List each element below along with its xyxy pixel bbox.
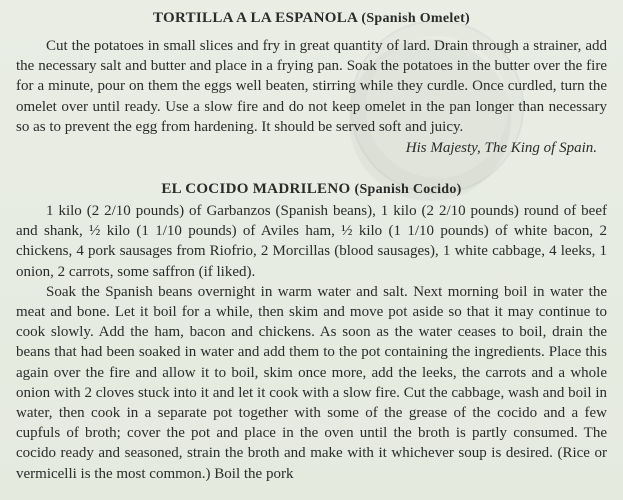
recipe-2-title: EL COCIDO MADRILENO [161,181,351,198]
recipe-2-heading [16,179,607,200]
recipe-1-body: Cut the potatoes in small slices and fry in great quantity of lard. Drain through a strainer, add the necessary salt and butter and place in a frying pan. Soak the potatoes in the butter over the fire for a minute, pour on them the eggs well beaten, stirring while they curdle. Once curdled, turn the omelet over until ready. Use a slow fire and do not keep omelet in the pan longer than necessary so as to prevent the egg from hardening. It should be served soft and juicy. [16,38,607,135]
recipe-1-signature: His Majesty, The King of Spain. [405,140,597,157]
recipe-1-heading [16,8,607,29]
recipe-2-ingredients: 1 kilo (2 2/10 pounds) of Garbanzos (Spanish beans), 1 kilo (2 2/10 pounds) round of beef and shank, ½ kilo (1 1/10 pounds) of Aviles ham, ½ kilo (1 1/10 pounds) of white bacon, 2 chickens, 4 pork sausages from Riofrio, 2 Morcillas (blood sausages), 1 white cabbage, 4 leeks, 1 onion, 2 carrots, some saffron (if liked). [16,203,607,280]
recipe-2-method: Soak the Spanish beans overnight in warm water and salt. Next morning boil in water the meat and bone. Let it boil for a while, then skim and move pot aside so that it may continue to cook slowly. Add the ham, bacon and chickens. As soon as the water ceases to boil, drain the beans that had been soaked in water and add them to the pot containing the ingredients. Place this again over the fire and allow it to boil, skim once more, add the leeks, the carrots and a whole onion with 2 cloves stuck into it and let it cook with a slow fire. Cut the cabbage, wash and boil in water, then cook in a separate pot together with some of the grease of the cocido and a few cupfuls of broth; cover the pot and place in the oven until the broth is partly consumed. The cocido ready and seasoned, strain the broth and make with it whichever soup is desired. (Rice or vermicelli is the most common.) Boil the pork [16,283,607,482]
recipe-1-title: TORTILLA A LA ESPANOLA [152,10,358,26]
recipe-2-subtitle: (Spanish Cocido) [354,182,462,198]
recipe-page-content [16,8,607,484]
recipe-1-subtitle: (Spanish Omelet) [361,11,471,26]
